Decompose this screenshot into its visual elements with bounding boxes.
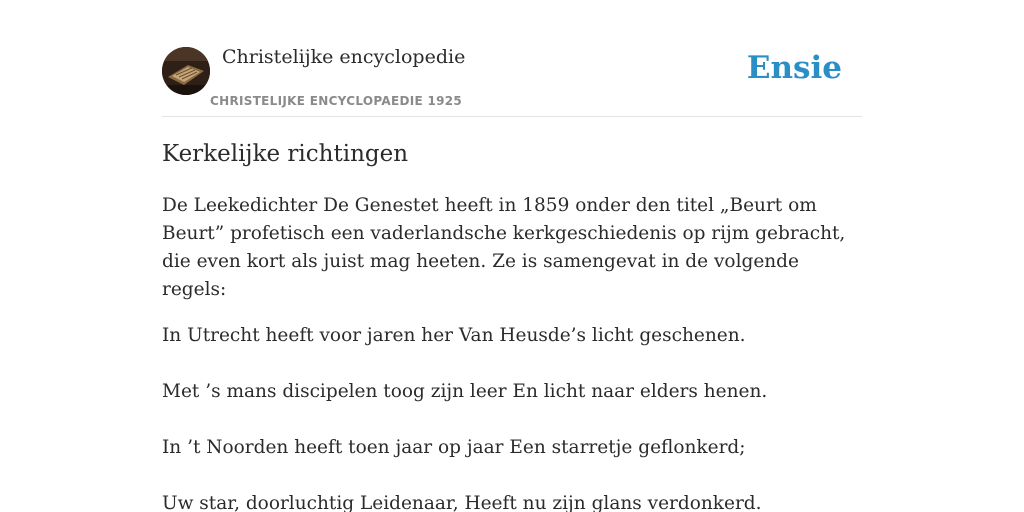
source-title[interactable]: Christelijke encyclopedie xyxy=(222,46,466,68)
verse-line: In Utrecht heeft voor jaren her Van Heusde’s licht geschenen. xyxy=(162,325,746,346)
article-intro: De Leekedichter De Genestet heeft in 1859 onder den titel „Beurt om Beurt” profetisch een vaderlandsche kerkgeschiedenis op rijm gebracht, die even kort als juist mag heeten. Ze is samengevat in de volgende regels: xyxy=(162,195,846,300)
page-header xyxy=(162,44,862,117)
book-photo-icon xyxy=(162,47,210,95)
brand-logo[interactable]: Ensie xyxy=(746,50,842,86)
source-subtitle: CHRISTELIJKE ENCYCLOPAEDIE 1925 xyxy=(210,94,463,108)
verse-line: Uw star, doorluchtig Leidenaar, Heeft nu zijn glans verdonkerd. xyxy=(162,493,762,512)
source-avatar[interactable] xyxy=(162,47,210,95)
article-content xyxy=(162,138,862,512)
verse-line: In ’t Noorden heeft toen jaar op jaar Een starretje geflonkerd; xyxy=(162,437,746,458)
verse-line: Met ’s mans discipelen toog zijn leer En licht naar elders henen. xyxy=(162,381,768,402)
article-title: Kerkelijke richtingen xyxy=(162,141,409,167)
